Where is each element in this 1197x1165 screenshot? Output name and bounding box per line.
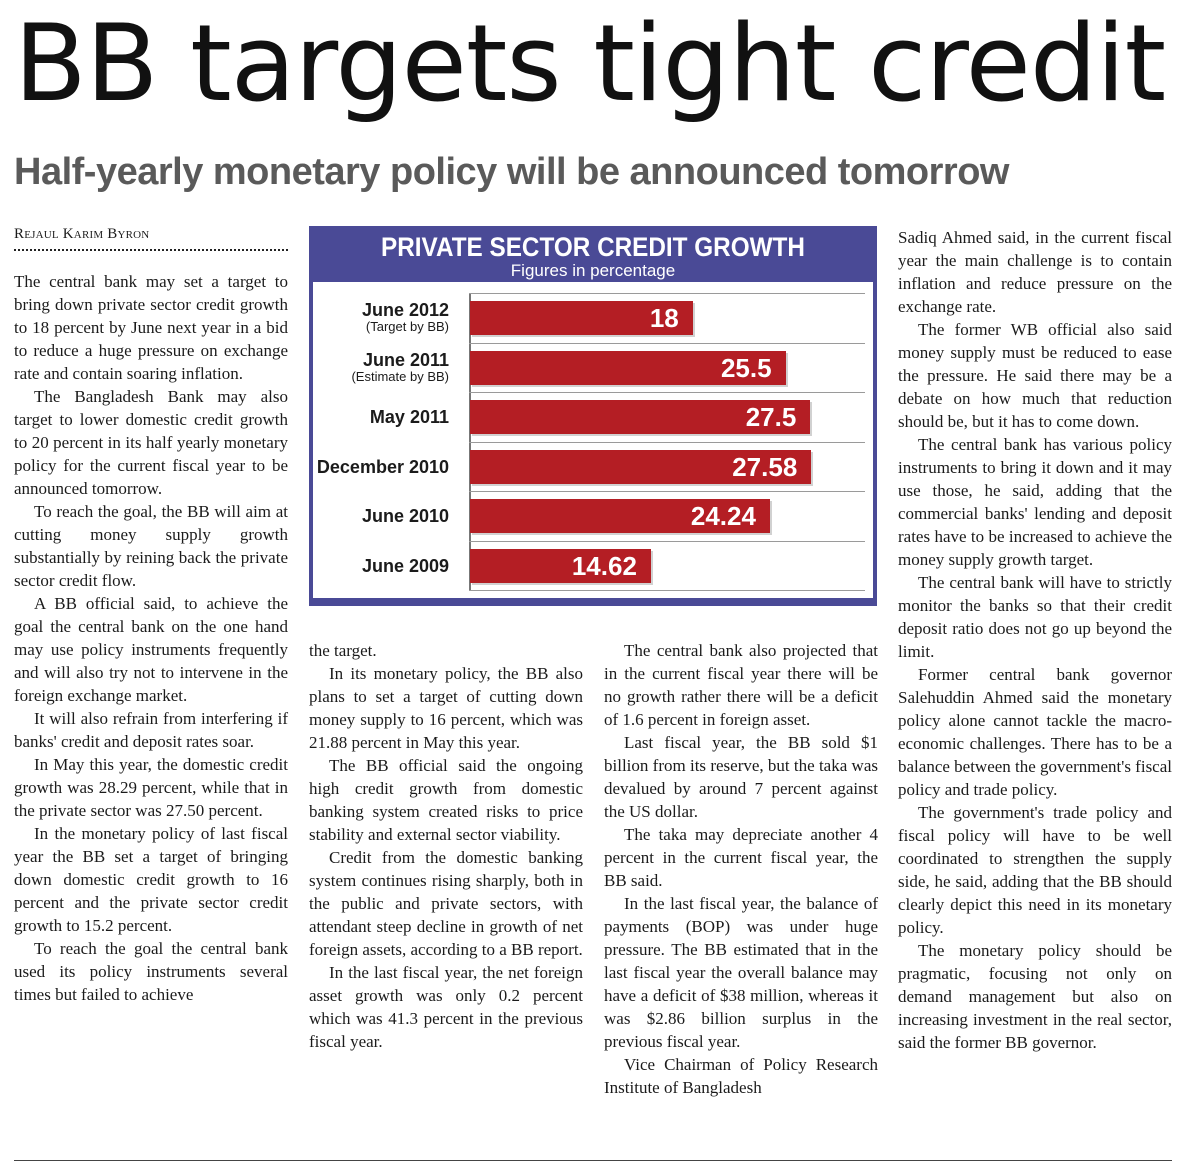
bar-value-label: 24.24	[690, 501, 756, 531]
category-label	[313, 407, 449, 427]
chart-gridline	[469, 343, 865, 344]
paragraph: Credit from the domestic banking system continues rising sharply, both in the public and private sectors, with attendant steep decline in growth of net foreign assets, according to a BB report.	[309, 848, 583, 959]
bar-value-label: 27.5	[745, 402, 797, 432]
chart-gridline	[469, 590, 865, 591]
paragraph: Sadiq Ahmed said, in the current fiscal year the main challenge is to contain inflation and reduce pressure on the exchange rate.	[898, 228, 1172, 316]
credit-growth-chart	[309, 226, 877, 606]
category-note: (Target by BB)	[365, 319, 449, 334]
bar-value-label: 18	[649, 303, 679, 333]
chart-gridline	[469, 392, 865, 393]
paragraph: In its monetary policy, the BB also plans to set a target of cutting down money supply to 16 percent, which was 21.88 percent in May this year.	[309, 664, 583, 752]
paragraph: Vice Chairman of Policy Research Institute of Bangladesh	[604, 1055, 878, 1097]
chart-plot-area	[313, 282, 873, 598]
paragraph: the target.	[309, 641, 377, 660]
chart-header	[313, 230, 873, 281]
chart-row	[313, 296, 873, 336]
paragraph: In the last fiscal year, the balance of payments (BOP) was under huge pressure. The BB estimated that in the last fiscal year the overall balance may have a deficit of $38 million, whereas it was $2.86 billion surplus in the previous fiscal year.	[604, 894, 878, 1051]
chart-gridline	[469, 442, 865, 443]
category-label	[313, 457, 449, 477]
category-name: June 2012	[361, 300, 449, 320]
paragraph: In the monetary policy of last fiscal year the BB set a target of bringing down domestic credit growth to 16 percent and the private sector credit growth to 15.2 percent.	[14, 824, 288, 935]
paragraph: In the last fiscal year, the net foreign asset growth was only 0.2 percent which was 41.3 percent in the previous fiscal year.	[309, 963, 583, 1051]
paragraph: To reach the goal, the BB will aim at cutting money supply growth substantially by reining back the private sector credit flow.	[14, 502, 288, 590]
paragraph: To reach the goal the central bank used its policy instruments several times but failed to achieve	[14, 939, 288, 1004]
category-name: December 2010	[316, 456, 449, 477]
paragraph: The monetary policy should be pragmatic, focusing not only on demand management but also on increasing investment in the real sector, said the former BB governor.	[898, 941, 1172, 1052]
bar-value-label: 25.5	[720, 352, 772, 383]
chart-row	[313, 346, 873, 386]
paragraph: The Bangladesh Bank may also target to lower domestic credit growth to 20 percent in its half yearly monetary policy for the current fiscal year to be announced tomorrow.	[14, 387, 288, 498]
paragraph: The BB official said the ongoing high credit growth from domestic banking system created risks to price stability and external sector viability.	[309, 756, 583, 844]
category-label	[313, 506, 449, 526]
article-column-4	[898, 226, 1172, 1054]
paragraph: The central bank also projected that in the current fiscal year there will be no growth rather there will be a deficit of 1.6 percent in foreign asset.	[604, 641, 878, 729]
article-column-3	[604, 639, 878, 1099]
chart-gridline	[469, 491, 865, 492]
paragraph: The government's trade policy and fiscal policy will have to be well coordinated to strengthen the supply side, he said, adding that the BB should clearly depict this need in its monetary policy.	[898, 803, 1172, 937]
category-name: June 2010	[361, 506, 449, 526]
chart-row	[313, 395, 873, 435]
headline: BB targets tight credit	[14, 2, 1166, 125]
paragraph: A BB official said, to achieve the goal the central bank on the one hand may use policy instruments frequently and will also try not to intervene in the foreign exchange market.	[14, 594, 288, 705]
byline: Rejaul Karim Byron	[14, 226, 288, 251]
category-label	[313, 556, 449, 576]
chart-gridline	[469, 293, 865, 294]
paragraph: The taka may depreciate another 4 percent in the current fiscal year, the BB said.	[604, 825, 878, 890]
category-label	[313, 350, 449, 384]
paragraph: The central bank has various policy instruments to bring it down and it may use those, he said, adding that the commercial banks' lending and deposit rates have to be increased to achieve the money supply growth target.	[898, 435, 1172, 569]
paragraph: The central bank may set a target to bring down private sector credit growth to 18 percent by June next year in a bid to reduce a huge pressure on exchange rate and contain soaring inflation.	[14, 272, 288, 383]
bar-value-label: 14.62	[571, 550, 637, 581]
category-name: June 2011	[362, 349, 449, 370]
paragraph: It will also refrain from interfering if banks' credit and deposit rates soar.	[14, 709, 288, 751]
chart-title: PRIVATE SECTOR CREDIT GROWTH	[381, 232, 805, 262]
category-note: (Estimate by BB)	[351, 368, 449, 384]
article-column-1	[14, 270, 288, 1006]
category-name: June 2009	[361, 555, 449, 576]
category-name: May 2011	[369, 407, 449, 427]
chart-row	[313, 544, 873, 584]
paragraph: The central bank will have to strictly monitor the banks so that their credit deposit ratio does not go up beyond the limit.	[898, 573, 1172, 661]
paragraph: Former central bank governor Salehuddin Ahmed said the monetary policy alone cannot tackle the macro-economic challenges. There has to be a balance between the government's fiscal policy and trade policy.	[898, 665, 1173, 799]
chart-subtitle: Figures in percentage	[510, 261, 676, 280]
chart-row	[313, 445, 873, 485]
bar-value-label: 27.58	[732, 451, 798, 482]
category-label	[313, 300, 449, 334]
chart-gridline	[469, 541, 865, 542]
bottom-rule	[14, 1160, 1172, 1161]
paragraph: The former WB official also said money supply must be reduced to ease the pressure. He said there may be a debate on how much that reduction should be, but it has to come down.	[898, 320, 1172, 431]
chart-row	[313, 494, 873, 534]
article-column-2	[309, 639, 583, 1053]
paragraph: Last fiscal year, the BB sold $1 billion from its reserve, but the taka was devalued by around 7 percent against the US dollar.	[604, 733, 878, 821]
subheadline: Half-yearly monetary policy will be announced tomorrow	[14, 151, 1009, 193]
paragraph: In May this year, the domestic credit growth was 28.29 percent, while that in the private sector was 27.50 percent.	[14, 755, 288, 820]
